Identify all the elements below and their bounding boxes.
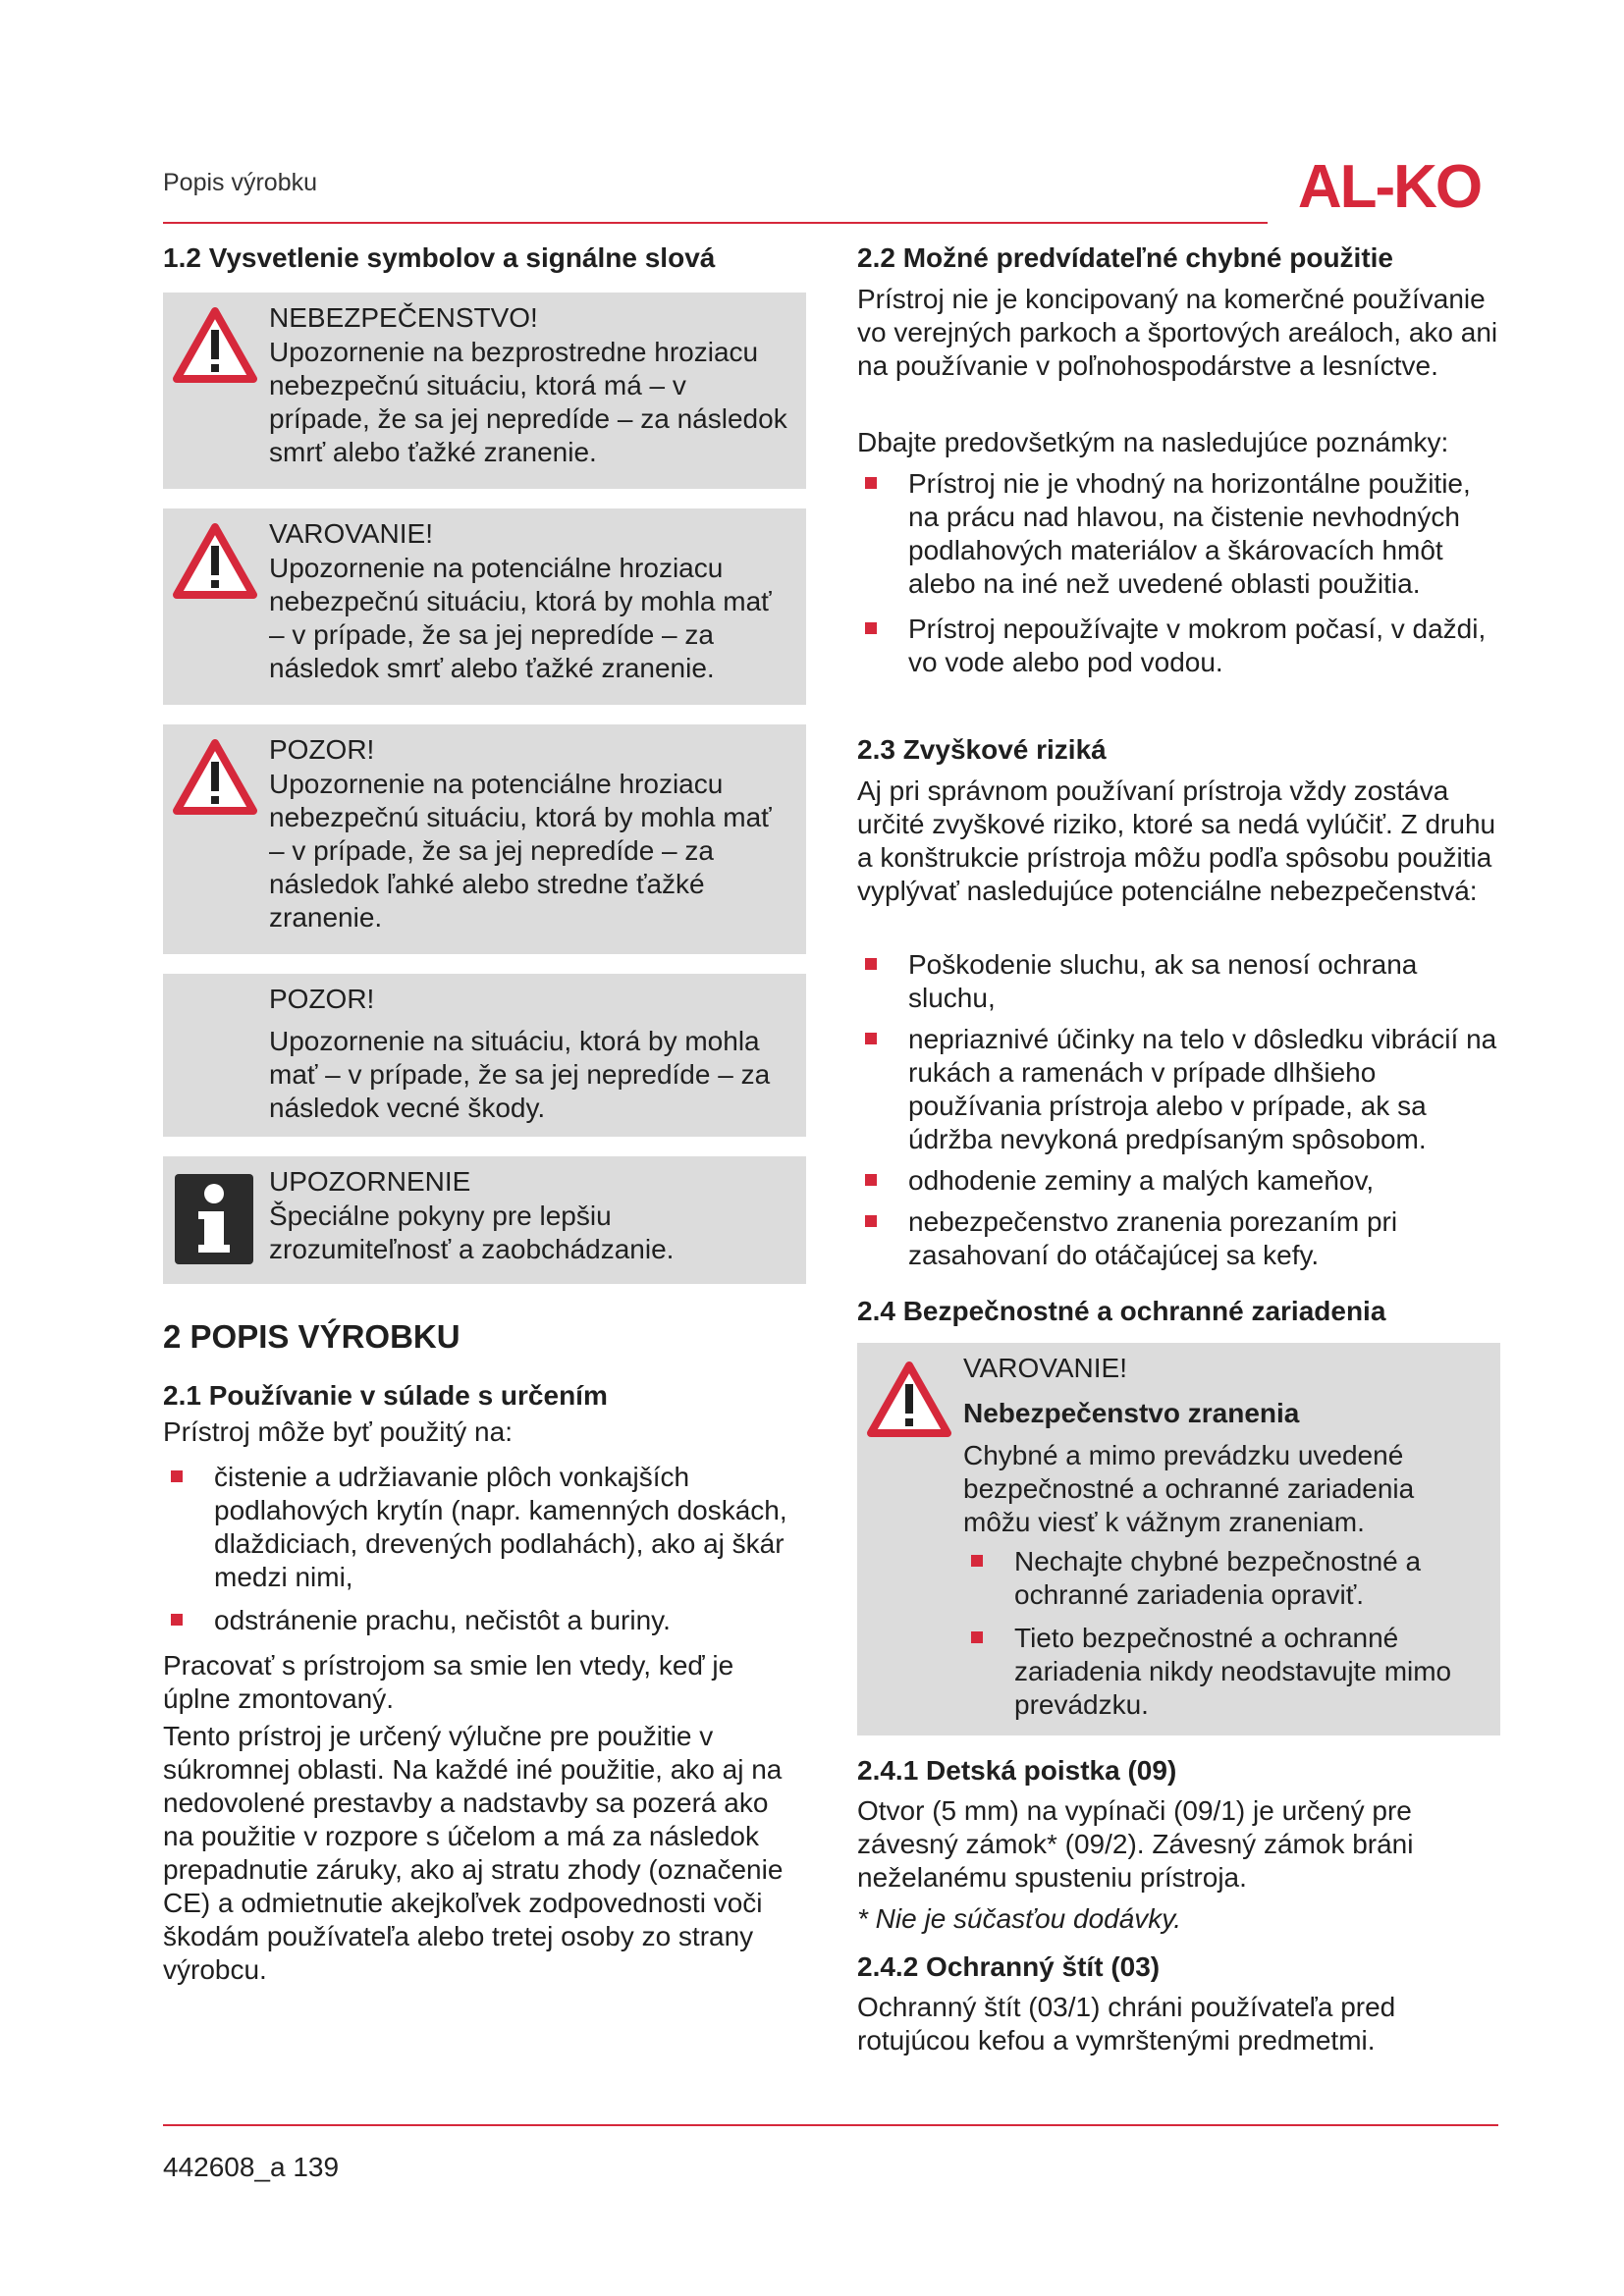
- box-text: Špeciálne pokyny pre lepšiu zrozumiteľnosť a zaobchádzanie.: [269, 1201, 675, 1264]
- warning-triangle-icon: [173, 522, 257, 601]
- notice-box-info: [163, 1156, 806, 1284]
- notice-box-warning-safety: [857, 1343, 1500, 1735]
- list-item: odhodenie zeminy a malých kameňov,: [857, 1164, 1500, 1198]
- paragraph: Tento prístroj je určený výlučne pre použitie v súkromnej oblasti. Na každé iné použitie, ako aj na nedovolené prestavby a nadstavby sa pozerá ako na použitie v rozpore s účelom a má za následok prepadnutie záruky, ako aj stratu zhody (označenie CE) a odmietnutie akejkoľvek zodpovednosti voči škodám používateľa alebo tretej osoby zo strany výrobcu.: [163, 1721, 784, 1985]
- svg-text:AL-KO: AL-KO: [1297, 153, 1482, 219]
- box-title: VAROVANIE!: [963, 1353, 1128, 1383]
- list-item: odstránenie prachu, nečistôt a buriny.: [163, 1604, 806, 1637]
- box-text: Upozornenie na potenciálne hroziacu nebezpečnú situáciu, ktorá by mohla mať – v prípade, že sa jej nepredíde – za následok ľahké alebo stredne ťažké zranenie.: [269, 769, 772, 933]
- section-heading-2-1: 2.1 Používanie v súlade s určením: [163, 1380, 608, 1411]
- section-heading-2: 2 POPIS VÝROBKU: [163, 1318, 460, 1355]
- bullet-icon: [865, 1033, 877, 1044]
- box-title: POZOR!: [269, 734, 375, 765]
- bullet-icon: [865, 1215, 877, 1227]
- paragraph: Aj pri správnom používaní prístroja vždy zostáva určité zvyškové riziko, ktoré sa nedá vylúčiť. Z druhu a konštrukcie prístroja môžu podľa spôsobu použitia vyplývať nasledujúce potenciálne nebezpečenstvá:: [857, 775, 1496, 906]
- box-title: UPOZORNENIE: [269, 1166, 471, 1197]
- warning-triangle-icon: [867, 1361, 951, 1439]
- box-text: Chybné a mimo prevádzku uvedené bezpečnostné a ochranné zariadenia môžu viesť k vážnym zraneniam.: [963, 1440, 1415, 1537]
- bullet-list: [857, 467, 1500, 679]
- bullet-list: [857, 948, 1500, 1272]
- box-text: Upozornenie na bezprostredne hroziacu nebezpečnú situáciu, ktorá má – v prípade, že sa jej nepredíde – za následok smrť alebo ťažké zranenie.: [269, 337, 787, 467]
- box-title: POZOR!: [269, 984, 375, 1014]
- paragraph: Prístroj môže byť použitý na:: [163, 1416, 513, 1447]
- section-heading-2-4-2: 2.4.2 Ochranný štít (03): [857, 1951, 1161, 1982]
- bullet-icon: [171, 1614, 183, 1626]
- notice-box-warning: [163, 508, 806, 705]
- bullet-icon: [865, 1174, 877, 1186]
- list-item: nebezpečenstvo zranenia porezaním pri zasahovaní do otáčajúcej sa kefy.: [857, 1205, 1500, 1272]
- info-icon: [175, 1174, 253, 1264]
- footnote: * Nie je súčasťou dodávky.: [857, 1903, 1182, 1934]
- bullet-icon: [971, 1631, 983, 1643]
- paragraph: Dbajte predovšetkým na nasledujúce poznámky:: [857, 427, 1449, 457]
- section-heading-2-4-1: 2.4.1 Detská poistka (09): [857, 1755, 1177, 1786]
- running-header: Popis výrobku: [163, 169, 318, 196]
- notice-box-property: [163, 974, 806, 1137]
- bullet-list: [163, 1461, 806, 1637]
- alko-logo: [1276, 152, 1502, 219]
- page-footer: 442608_a 139: [163, 2152, 340, 2182]
- box-text: Upozornenie na situáciu, ktorá by mohla mať – v prípade, že sa jej nepredíde – za následok vecné škody.: [269, 1026, 771, 1123]
- paragraph: Pracovať s prístrojom sa smie len vtedy, keď je úplne zmontovaný.: [163, 1650, 734, 1714]
- list-item: čistenie a udržiavanie plôch vonkajších podlahových krytín (napr. kamenných doskách, dlaždiciach, drevených podlahách), ako aj škár medzi nimi,: [163, 1461, 806, 1594]
- paragraph: Otvor (5 mm) na vypínači (09/1) je určený pre závesný zámok* (09/2). Závesný zámok bráni neželanému spusteniu prístroja.: [857, 1795, 1414, 1893]
- list-item: nepriaznivé účinky na telo v dôsledku vibrácií na rukách a ramenách v prípade dlhšieho používania prístroja alebo v prípade, ak sa údržba nevykoná predpísaným spôsobom.: [857, 1023, 1500, 1156]
- bullet-icon: [971, 1555, 983, 1567]
- paragraph: Ochranný štít (03/1) chráni používateľa pred rotujúcou kefou a vymrštenými predmetmi.: [857, 1992, 1396, 2056]
- header-rule: [163, 222, 1268, 224]
- box-subtitle: Nebezpečenstvo zranenia: [963, 1398, 1300, 1428]
- box-title: VAROVANIE!: [269, 518, 434, 549]
- box-title: NEBEZPEČENSTVO!: [269, 302, 538, 333]
- list-item: Tieto bezpečnostné a ochranné zariadenia nikdy neodstavujte mimo prevádzku.: [963, 1622, 1489, 1722]
- box-text: Upozornenie na potenciálne hroziacu nebezpečnú situáciu, ktorá by mohla mať – v prípade, že sa jej nepredíde – za následok smrť alebo ťažké zranenie.: [269, 553, 772, 683]
- section-heading-2-4: 2.4 Bezpečnostné a ochranné zariadenia: [857, 1296, 1386, 1326]
- list-item: Poškodenie sluchu, ak sa nenosí ochrana sluchu,: [857, 948, 1500, 1015]
- bullet-icon: [171, 1470, 183, 1482]
- list-item: Prístroj nie je vhodný na horizontálne použitie, na prácu nad hlavou, na čistenie nevhodných podlahových materiálov a škárovacích hmôt alebo na iné než uvedené oblasti použitia.: [857, 467, 1500, 601]
- section-heading-1-2: 1.2 Vysvetlenie symbolov a signálne slová: [163, 242, 716, 273]
- notice-box-caution: [163, 724, 806, 954]
- list-item: Prístroj nepoužívajte v mokrom počasí, v daždi, vo vode alebo pod vodou.: [857, 613, 1500, 679]
- bullet-icon: [865, 477, 877, 489]
- paragraph: Prístroj nie je koncipovaný na komerčné používanie vo verejných parkoch a športových areáloch, ako ani na používanie v poľnohospodárstve a lesníctve.: [857, 284, 1498, 381]
- notice-box-danger: [163, 293, 806, 489]
- section-heading-2-3: 2.3 Zvyškové riziká: [857, 734, 1107, 765]
- bullet-icon: [865, 958, 877, 970]
- bullet-list: [963, 1545, 1489, 1722]
- warning-triangle-icon: [173, 306, 257, 385]
- section-heading-2-2: 2.2 Možné predvídateľné chybné použitie: [857, 242, 1393, 273]
- bullet-icon: [865, 622, 877, 634]
- warning-triangle-icon: [173, 738, 257, 817]
- footer-rule: [163, 2124, 1498, 2126]
- list-item: Nechajte chybné bezpečnostné a ochranné zariadenia opraviť.: [963, 1545, 1489, 1612]
